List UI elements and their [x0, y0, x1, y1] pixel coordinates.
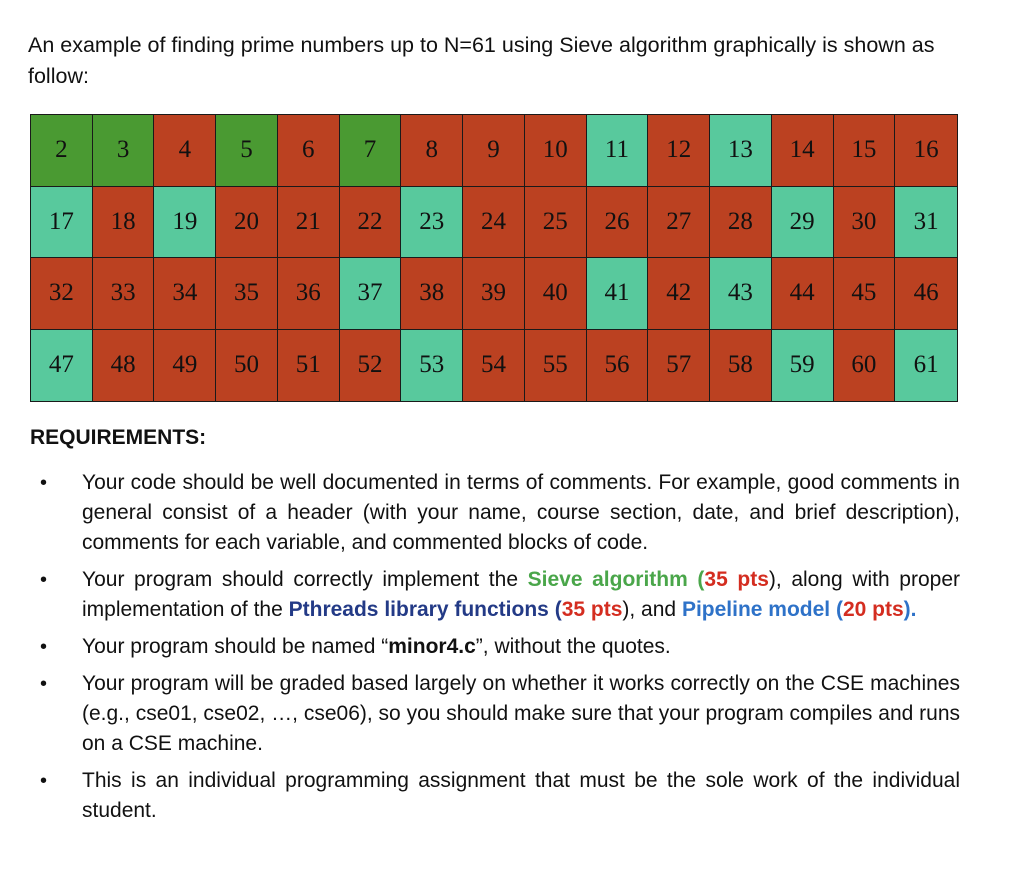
paren-open: (	[548, 598, 562, 621]
sieve-cell: 44	[772, 258, 834, 330]
sieve-cell: 7	[340, 115, 402, 187]
sieve-cell: 55	[525, 330, 587, 402]
bullet-icon: •	[40, 673, 48, 695]
sieve-cell: 38	[401, 258, 463, 330]
sieve-cell: 27	[648, 187, 710, 259]
bullet-icon: •	[40, 636, 48, 658]
sieve-cell: 47	[31, 330, 93, 402]
sieve-cell: 5	[216, 115, 278, 187]
sieve-cell: 12	[648, 115, 710, 187]
requirement-item-filename	[30, 632, 960, 662]
requirement-item-implementation	[30, 565, 960, 625]
sieve-cell: 40	[525, 258, 587, 330]
requirement-text-part: Your program should be named “	[82, 635, 389, 658]
sieve-cell: 16	[895, 115, 957, 187]
sieve-cell: 42	[648, 258, 710, 330]
sieve-cell: 31	[895, 187, 957, 259]
sieve-cell: 21	[278, 187, 340, 259]
sieve-cell: 41	[587, 258, 649, 330]
pthreads-highlight: Pthreads library functions	[288, 598, 549, 621]
paren-open: (	[687, 568, 705, 591]
sieve-cell: 39	[463, 258, 525, 330]
sieve-cell: 45	[834, 258, 896, 330]
sieve-cell: 6	[278, 115, 340, 187]
paren-close-text: ), along with proper implementation of the	[82, 568, 960, 621]
sieve-cell: 51	[278, 330, 340, 402]
intro-text: An example of finding prime numbers up to N=61 using Sieve algorithm graphically is shown as follow:	[28, 33, 935, 88]
sieve-cell: 33	[93, 258, 155, 330]
sieve-cell: 17	[31, 187, 93, 259]
sieve-cell: 52	[340, 330, 402, 402]
sieve-cell: 50	[216, 330, 278, 402]
sieve-algorithm-highlight: Sieve algorithm	[527, 568, 688, 591]
requirement-item-grading	[30, 669, 960, 759]
sieve-cell: 28	[710, 187, 772, 259]
pipeline-points: 20 pts	[842, 598, 904, 621]
sieve-cell: 56	[587, 330, 649, 402]
bullet-icon: •	[40, 770, 48, 792]
sieve-cell: 46	[895, 258, 957, 330]
paren-close: ).	[903, 598, 917, 621]
requirement-item-individual	[30, 766, 960, 826]
filename-highlight: minor4.c	[388, 635, 476, 658]
sieve-cell: 15	[834, 115, 896, 187]
sieve-cell: 25	[525, 187, 587, 259]
sieve-cell: 59	[772, 330, 834, 402]
sieve-cell: 14	[772, 115, 834, 187]
bullet-icon: •	[40, 472, 48, 494]
sieve-cell: 9	[463, 115, 525, 187]
sieve-cell: 13	[710, 115, 772, 187]
sieve-cell: 61	[895, 330, 957, 402]
sieve-cell: 34	[154, 258, 216, 330]
sieve-cell: 18	[93, 187, 155, 259]
sieve-grid	[30, 114, 958, 402]
paren-close-text: ), and	[622, 598, 682, 621]
sieve-cell: 26	[587, 187, 649, 259]
sieve-cell: 58	[710, 330, 772, 402]
requirement-text: Your code should be well documented in terms of comments. For example, good comments in general consist of a header (with your name, course section, date, and brief description), comments for each variable, and commented blocks of code.	[82, 471, 960, 554]
requirement-text: This is an individual programming assignment that must be the sole work of the individual student.	[82, 769, 960, 822]
sieve-cell: 8	[401, 115, 463, 187]
requirement-text-part: Your program should correctly implement the	[82, 568, 528, 591]
sieve-cell: 2	[31, 115, 93, 187]
sieve-cell: 35	[216, 258, 278, 330]
sieve-cell: 30	[834, 187, 896, 259]
requirements-list	[30, 468, 960, 833]
requirement-text: Your program will be graded based largely on whether it works correctly on the CSE machines (e.g., cse01, cse02, …, cse06), so you should make sure that your program compiles and runs on a CSE machine.	[82, 672, 960, 755]
sieve-cell: 24	[463, 187, 525, 259]
sieve-cell: 4	[154, 115, 216, 187]
sieve-cell: 10	[525, 115, 587, 187]
sieve-cell: 20	[216, 187, 278, 259]
sieve-cell: 23	[401, 187, 463, 259]
pipeline-model-highlight: Pipeline model	[681, 598, 831, 621]
sieve-cell: 19	[154, 187, 216, 259]
sieve-cell: 29	[772, 187, 834, 259]
sieve-points: 35 pts	[704, 568, 769, 591]
sieve-cell: 32	[31, 258, 93, 330]
paren-open: (	[830, 598, 843, 621]
sieve-cell: 48	[93, 330, 155, 402]
sieve-cell: 53	[401, 330, 463, 402]
sieve-cell: 3	[93, 115, 155, 187]
sieve-cell: 54	[463, 330, 525, 402]
sieve-cell: 57	[648, 330, 710, 402]
sieve-cell: 36	[278, 258, 340, 330]
sieve-cell: 43	[710, 258, 772, 330]
sieve-cell: 11	[587, 115, 649, 187]
sieve-cell: 22	[340, 187, 402, 259]
sieve-cell: 49	[154, 330, 216, 402]
bullet-icon: •	[40, 569, 48, 591]
requirement-text-part: ”, without the quotes.	[475, 635, 671, 658]
pthreads-points: 35 pts	[561, 598, 623, 621]
requirements-title: REQUIREMENTS:	[30, 426, 207, 449]
requirement-item-documentation	[30, 468, 960, 558]
sieve-cell: 37	[340, 258, 402, 330]
sieve-cell: 60	[834, 330, 896, 402]
